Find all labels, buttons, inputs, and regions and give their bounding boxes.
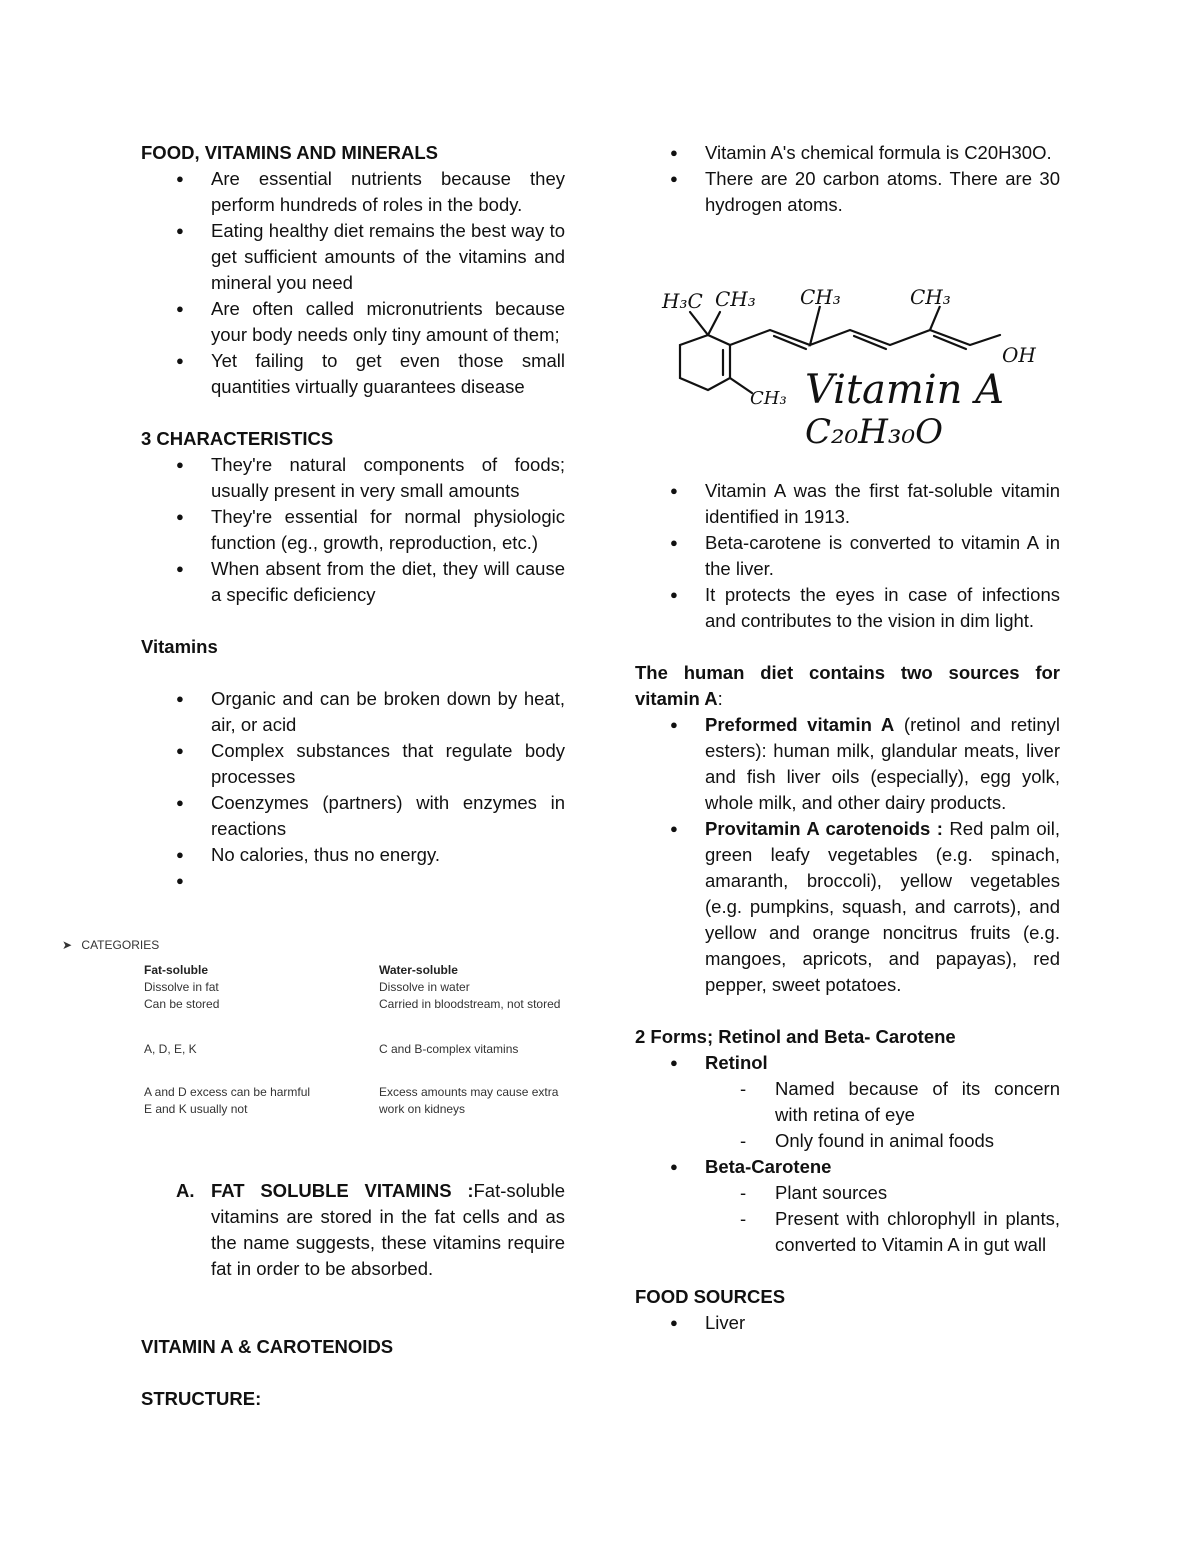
vitamin-a-formula: C₂₀H₃₀O	[805, 412, 944, 452]
list-item-beta-carotene: ● Beta-Carotene	[635, 1154, 1060, 1180]
right-column	[635, 140, 1060, 218]
list-item: - Named because of its concern with retina of eye	[705, 1076, 1060, 1128]
water-soluble-line: Dissolve in water	[379, 980, 470, 994]
list-item: ● Organic and can be broken down by heat, air, or acid	[141, 686, 565, 738]
water-soluble-heading: Water-soluble	[379, 963, 458, 977]
list-item-empty	[141, 868, 565, 894]
list-essential-nutrients	[141, 166, 565, 400]
list-beta-details	[635, 1180, 1060, 1258]
list-forms	[635, 1050, 1060, 1076]
heading-vitamins: Vitamins	[141, 636, 218, 657]
water-soluble-vitamins: C and B-complex vitamins	[379, 1042, 519, 1056]
fat-soluble-line: Can be stored	[144, 997, 220, 1011]
arrow-bullet-icon: ➤	[62, 938, 73, 952]
methyl-bond	[708, 312, 720, 335]
methyl-bond	[690, 312, 708, 335]
list-item: ● Coenzymes (partners) with enzymes in reactions	[141, 790, 565, 842]
left-column	[141, 140, 565, 894]
fat-soluble-vitamins-title: FAT SOLUBLE VITAMINS :	[211, 1180, 474, 1201]
list-item: ● Complex substances that regulate body processes	[141, 738, 565, 790]
chain-bond	[730, 306, 1000, 345]
list-item: ● Beta-carotene is converted to vitamin A in the liver.	[635, 530, 1060, 582]
fat-soluble-note: A and D excess can be harmful E and K usually not	[144, 1085, 311, 1116]
list-item: ● Vitamin A's chemical formula is C20H30O.	[635, 140, 1060, 166]
list-item: - Present with chlorophyll in plants, converted to Vitamin A in gut wall	[705, 1206, 1060, 1258]
heading-diet-sources: The human diet contains two sources for vitamin A:	[635, 662, 1060, 709]
right-column-continued	[635, 478, 1060, 1336]
list-item: ● Eating healthy diet remains the best way to get sufficient amounts of the vitamins and mineral you need	[141, 218, 565, 296]
list-diet-sources	[635, 712, 1060, 998]
list-item-provitamin: ● Provitamin A carotenoids : Red palm oil, green leafy vegetables (e.g. spinach, amaranth, broccoli), yellow vegetables (e.g. pumpkins, squash, and carrots), and yellow and orange noncitrus fruits (e.g. mangoes, apricots, and papayas), red pepper, sweet potatoes.	[635, 816, 1060, 998]
oh-label: OH	[1002, 343, 1036, 367]
fat-soluble-vitamins-text: Fat-soluble vitamins are stored in the fat cells and as the name suggests, these vitamins require fat in order to be absorbed.	[211, 1180, 565, 1279]
water-soluble-note: Excess amounts may cause extra work on kidneys	[379, 1085, 559, 1116]
heading-structure: STRUCTURE:	[141, 1388, 262, 1409]
heading-two-forms: 2 Forms; Retinol and Beta- Carotene	[635, 1026, 956, 1047]
ch3-label: CH₃	[910, 285, 951, 309]
fat-soluble-heading: Fat-soluble	[144, 963, 209, 977]
list-item: ● No calories, thus no energy.	[141, 842, 565, 868]
list-item: ● Liver	[635, 1310, 1060, 1336]
heading-vitamin-a-carotenoids: VITAMIN A & CAROTENOIDS	[141, 1336, 394, 1357]
fat-soluble-line: Dissolve in fat	[144, 980, 219, 994]
list-item: ● There are 20 carbon atoms. There are 30 hydrogen atoms.	[635, 166, 1060, 218]
list-item: ● Yet failing to get even those small quantities virtually guarantees disease	[141, 348, 565, 400]
fat-soluble-vitamins-item: A. FAT SOLUBLE VITAMINS :Fat-soluble vitamins are stored in the fat cells and as the name suggests, these vitamins require fat in order to be absorbed.	[176, 1180, 565, 1279]
list-characteristics	[141, 452, 565, 608]
h3c-label: H₃C	[662, 289, 703, 313]
list-vitamin-a-facts	[635, 478, 1060, 634]
list-food-sources	[635, 1310, 1060, 1336]
water-soluble-column	[379, 962, 560, 1013]
list-item: ● Vitamin A was the first fat-soluble vitamin identified in 1913.	[635, 478, 1060, 530]
ch3-label: CH₃	[750, 388, 787, 409]
categories-table-image	[62, 937, 582, 1127]
list-vitamins	[141, 686, 565, 894]
list-formula-facts	[635, 140, 1060, 218]
ch3-label: CH₃	[715, 287, 756, 311]
list-item: ● They're natural components of foods; usually present in very small amounts	[141, 452, 565, 504]
categories-title: ➤ CATEGORIES	[62, 938, 160, 952]
list-item: - Plant sources	[705, 1180, 1060, 1206]
list-item-preformed: ● Preformed vitamin A (retinol and retinyl esters): human milk, glandular meats, liver and fish liver oils (especially), egg yolk, whole milk, and other dairy products.	[635, 712, 1060, 816]
water-soluble-line: Carried in bloodstream, not stored	[379, 997, 561, 1011]
list-retinol-details	[635, 1076, 1060, 1154]
ch3-label: CH₃	[800, 285, 841, 309]
list-forms-beta	[635, 1154, 1060, 1180]
fat-soluble-column	[144, 962, 219, 1013]
list-item: ● Are often called micronutrients because your body needs only tiny amount of them;	[141, 296, 565, 348]
vitamin-a-structure-image	[660, 278, 1040, 453]
list-item: - Only found in animal foods	[705, 1128, 1060, 1154]
heading-food-sources: FOOD SOURCES	[635, 1286, 786, 1307]
methyl-bond	[730, 378, 752, 393]
left-column-continued	[141, 1178, 565, 1412]
list-item-retinol: ● Retinol	[635, 1050, 1060, 1076]
list-item: ● When absent from the diet, they will cause a specific deficiency	[141, 556, 565, 608]
heading-characteristics: 3 CHARACTERISTICS	[141, 428, 334, 449]
heading-food-vitamins-minerals: FOOD, VITAMINS AND MINERALS	[141, 142, 439, 163]
list-item: ● Are essential nutrients because they perform hundreds of roles in the body.	[141, 166, 565, 218]
list-item: ● They're essential for normal physiologic function (eg., growth, reproduction, etc.)	[141, 504, 565, 556]
vitamin-a-title: Vitamin A	[805, 367, 1004, 413]
list-item: ● It protects the eyes in case of infections and contributes to the vision in dim light.	[635, 582, 1060, 634]
fat-soluble-vitamins: A, D, E, K	[144, 1042, 197, 1056]
